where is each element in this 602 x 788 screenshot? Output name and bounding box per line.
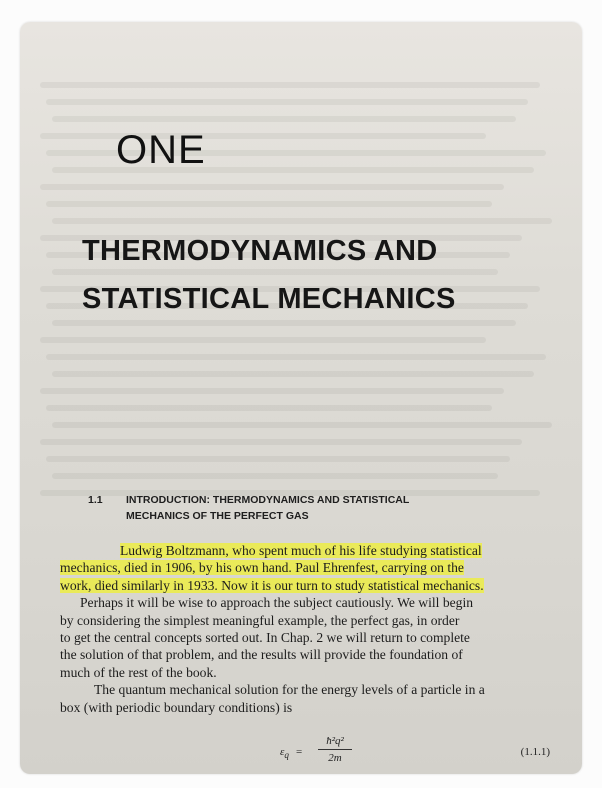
highlighted-text: work, died similarly in 1933. Now it is our turn to study statistical mechanics.	[60, 577, 484, 593]
bleed-through-line	[40, 337, 486, 343]
bleed-through-line	[46, 405, 492, 411]
paragraph-1-line	[60, 559, 572, 576]
bleed-through-line	[46, 201, 492, 207]
bleed-through-line	[40, 184, 504, 190]
highlighted-text: mechanics, died in 1906, by his own hand. Paul Ehrenfest, carrying on the	[60, 560, 464, 576]
equation-lhs-subscript: q	[284, 750, 289, 761]
chapter-title	[82, 227, 456, 323]
bleed-through-line	[52, 218, 552, 224]
bleed-through-line	[52, 473, 498, 479]
epsilon-symbol: ε	[280, 746, 285, 758]
section-title-line: INTRODUCTION: THERMODYNAMICS AND STATISTICAL	[126, 494, 410, 506]
equation-label: (1.1.1)	[520, 746, 550, 758]
bleed-through-line	[40, 82, 540, 88]
bleed-through-line	[52, 371, 534, 377]
bleed-through-line	[46, 456, 510, 462]
equals-sign: =	[296, 746, 303, 758]
equation-fraction	[318, 734, 352, 765]
section-title-line: MECHANICS OF THE PERFECT GAS	[126, 510, 309, 522]
body-text	[60, 542, 572, 716]
paragraph-2-line: to get the central concepts sorted out. In Chap. 2 we will return to complete	[60, 630, 470, 646]
paragraph-1-line	[60, 577, 572, 594]
paragraph-2-line: much of the rest of the book.	[60, 664, 217, 680]
book-page-photo	[20, 22, 582, 774]
bleed-through-line	[46, 354, 546, 360]
bleed-through-line	[40, 388, 504, 394]
equation-1-1-1	[280, 734, 550, 772]
chapter-number: ONE	[116, 128, 206, 172]
bleed-through-line	[46, 99, 528, 105]
paragraph-3-line: box (with periodic boundary conditions) is	[60, 699, 293, 715]
highlighted-text: Ludwig Boltzmann, who spent much of his life studying statistical	[120, 543, 482, 558]
equation-lhs	[280, 746, 289, 760]
paragraph-3-line: The quantum mechanical solution for the energy levels of a particle in a	[94, 682, 485, 698]
section-number: 1.1	[88, 494, 103, 506]
bleed-through-line	[52, 422, 552, 428]
section-title	[126, 492, 506, 524]
chapter-title-line: THERMODYNAMICS AND	[82, 235, 438, 267]
paragraph-2-line: the solution of that problem, and the results will provide the foundation of	[60, 647, 463, 663]
paragraph-1-line	[60, 542, 572, 559]
fraction-denominator: 2m	[328, 752, 342, 764]
bleed-through-line	[40, 133, 486, 139]
bleed-through-line	[40, 439, 522, 445]
paragraph-2-line: Perhaps it will be wise to approach the subject cautiously. We will begin	[80, 595, 474, 611]
chapter-title-line: STATISTICAL MECHANICS	[82, 283, 456, 315]
bleed-through-line	[52, 116, 516, 122]
fraction-numerator: ħ²q²	[326, 735, 344, 747]
paragraph-2-line: by considering the simplest meaningful example, the perfect gas, in order	[60, 612, 460, 628]
fraction-bar	[318, 749, 352, 750]
